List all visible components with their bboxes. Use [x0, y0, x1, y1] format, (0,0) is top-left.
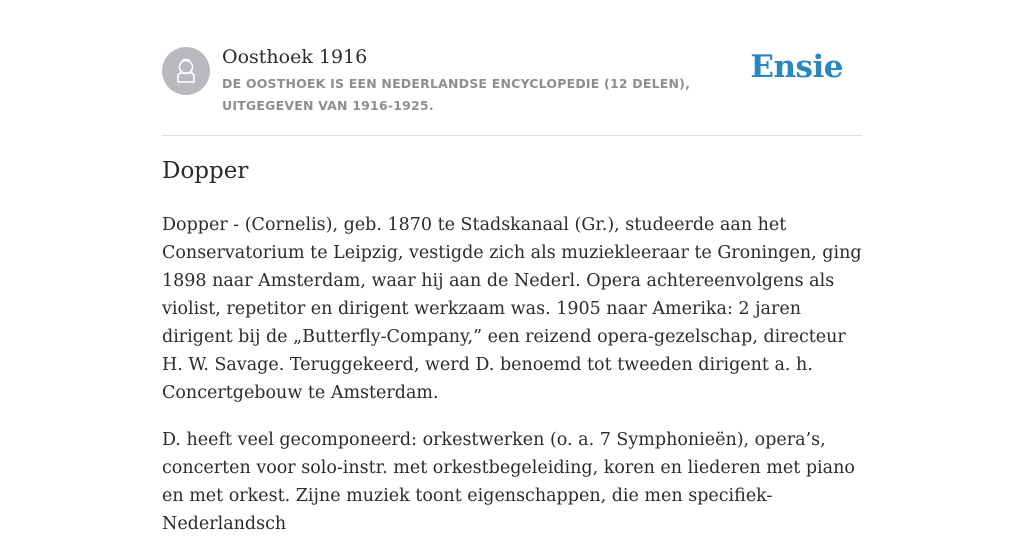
user-icon: [162, 47, 210, 95]
source-avatar[interactable]: [162, 47, 210, 95]
source-description: DE OOSTHOEK IS EEN NEDERLANDSE ENCYCLOPEDIE (12 DELEN), UITGEGEVEN VAN 1916-1925.: [222, 76, 691, 113]
article-body: [162, 211, 867, 557]
source-header: [162, 0, 862, 136]
page: [162, 0, 862, 534]
ensie-logo[interactable]: Ensie: [750, 49, 843, 85]
article-title: Dopper: [162, 158, 249, 184]
article-paragraph: D. heeft veel gecomponeerd: orkestwerken (o. a. 7 Symphonieën), opera’s, concerten voor solo-instr. met orkestbegeleiding, koren en liederen met piano en met orkest. Zijne muziek toont eigenschappen, die men specifiek-Nederlandsch: [162, 430, 855, 534]
article-paragraph: Dopper - (Cornelis), geb. 1870 te Stadskanaal (Gr.), studeerde aan het Conservatorium te Leipzig, vestigde zich als muziekleeraar te Groningen, ging 1898 naar Amsterdam, waar hij aan de Nederl. Opera achtereenvolgens als violist, repetitor en dirigent werkzaam was. 1905 naar Amerika: 2 jaren dirigent bij de „Butterfly-Company,” een reizend opera-gezelschap, directeur H. W. Savage. Teruggekeerd, werd D. benoemd tot tweeden dirigent a. h. Concertgebouw te Amsterdam.: [162, 215, 862, 403]
source-title[interactable]: Oosthoek 1916: [222, 46, 368, 68]
